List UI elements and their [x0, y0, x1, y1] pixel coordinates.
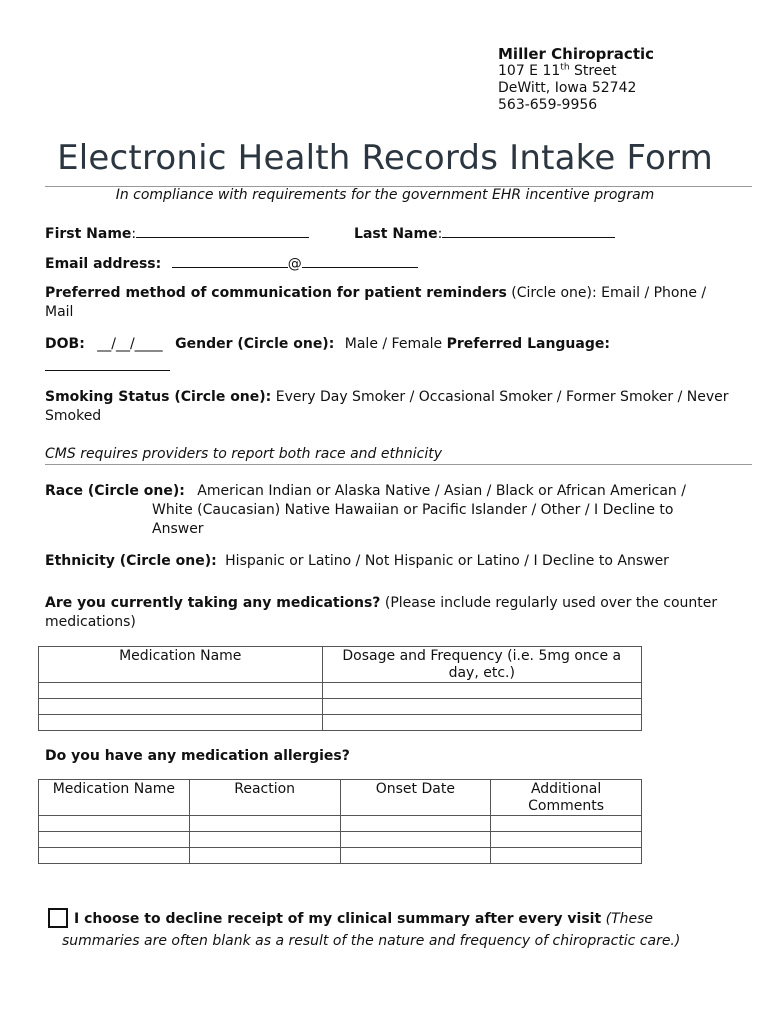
reaction-cell[interactable]: [189, 832, 340, 848]
gender-options[interactable]: Male / Female: [344, 336, 443, 352]
medications-label: Are you currently taking any medications?: [45, 595, 381, 611]
practice-name: Miller Chiropractic: [498, 45, 655, 63]
practice-city: DeWitt, Iowa 52742: [498, 80, 637, 96]
table-row: [39, 832, 642, 848]
dob-field[interactable]: __/__/____: [97, 336, 163, 352]
last-name-field[interactable]: [442, 223, 615, 238]
communication-label: Preferred method of communication for patient reminders: [45, 285, 507, 301]
ethnicity-row: [45, 552, 730, 571]
first-name-colon: :: [131, 226, 137, 242]
email-label: Email address:: [45, 256, 162, 272]
last-name-label: Last Name: [354, 226, 438, 242]
medications-note-cont: medications): [45, 614, 136, 630]
practice-street: [498, 63, 654, 80]
table-row: [39, 848, 642, 864]
first-name-field[interactable]: [136, 223, 309, 238]
dosage-cell[interactable]: [322, 715, 641, 731]
decline-summary-label: I choose to decline receipt of my clinical summary after every visit: [74, 911, 602, 927]
race-label: Race (Circle one):: [45, 483, 185, 499]
race-options-line2[interactable]: White (Caucasian) Native Hawaiian or Pacific Islander / Other / I Decline to: [152, 502, 674, 518]
onset-date-header: Onset Date: [340, 780, 491, 816]
medications-table: [38, 646, 642, 731]
practice-street-suffix: th: [560, 62, 570, 73]
cms-divider: [45, 464, 752, 465]
medication-name-cell[interactable]: [39, 699, 323, 715]
dosage-cell[interactable]: [322, 699, 641, 715]
email-at-sign: @: [287, 256, 302, 272]
smoking-status: [45, 388, 735, 426]
practice-street-name: Street: [569, 63, 617, 79]
ethnicity-label: Ethnicity (Circle one):: [45, 553, 217, 569]
practice-address-block: [498, 46, 654, 114]
table-row: [39, 816, 642, 832]
decline-summary-note: (These: [601, 911, 654, 927]
language-label: Preferred Language:: [446, 336, 610, 352]
dosage-cell[interactable]: [322, 683, 641, 699]
practice-phone: 563-659-9956: [498, 97, 598, 113]
communication-options[interactable]: (Circle one): Email / Phone /: [506, 285, 707, 301]
smoking-label: Smoking Status (Circle one):: [45, 389, 272, 405]
gender-label: Gender (Circle one):: [175, 336, 335, 352]
last-name-colon: :: [437, 226, 443, 242]
reaction-cell[interactable]: [189, 816, 340, 832]
comments-cell[interactable]: [491, 832, 642, 848]
medications-question: [45, 594, 735, 632]
name-row: [45, 223, 730, 244]
allergy-medication-cell[interactable]: [39, 832, 190, 848]
first-name-label: First Name: [45, 226, 132, 242]
onset-date-cell[interactable]: [340, 848, 491, 864]
allergy-medication-cell[interactable]: [39, 816, 190, 832]
email-row: [45, 253, 730, 274]
decline-summary-text: [74, 909, 734, 929]
comments-cell[interactable]: [491, 848, 642, 864]
communication-options-cont[interactable]: Mail: [45, 304, 74, 320]
form-subtitle: In compliance with requirements for the government EHR incentive program: [115, 187, 655, 203]
table-row: [39, 715, 642, 731]
comments-cell[interactable]: [491, 816, 642, 832]
allergies-label: Do you have any medication allergies?: [45, 748, 350, 764]
decline-summary-note-cont: summaries are often blank as a result of the nature and frequency of chiropractic care.): [62, 933, 681, 949]
reaction-header: Reaction: [189, 780, 340, 816]
dosage-frequency-header: Dosage and Frequency (i.e. 5mg once a day, etc.): [322, 647, 641, 683]
race-options[interactable]: American Indian or Alaska Native / Asian / Black or African American /: [197, 483, 686, 499]
onset-date-cell[interactable]: [340, 816, 491, 832]
reaction-cell[interactable]: [189, 848, 340, 864]
email-user-field[interactable]: [172, 253, 288, 268]
table-row: [39, 683, 642, 699]
decline-summary-checkbox[interactable]: [48, 908, 68, 928]
medication-name-cell[interactable]: [39, 715, 323, 731]
allergy-medication-cell[interactable]: [39, 848, 190, 864]
cms-note: CMS requires providers to report both race and ethnicity: [45, 446, 442, 462]
additional-comments-header: Additional Comments: [491, 780, 642, 816]
allergies-question: [45, 747, 730, 766]
dob-gender-row: [45, 335, 730, 354]
race-options-cont: [152, 501, 732, 539]
ethnicity-options[interactable]: Hispanic or Latino / Not Hispanic or Latino / I Decline to Answer: [225, 553, 669, 569]
onset-date-cell[interactable]: [340, 832, 491, 848]
medication-name-header: Medication Name: [39, 647, 323, 683]
form-title: Electronic Health Records Intake Form: [57, 138, 713, 178]
medications-note: (Please include regularly used over the counter: [380, 595, 718, 611]
allergy-medication-header: Medication Name: [39, 780, 190, 816]
race-row: [45, 482, 730, 501]
smoking-options[interactable]: Every Day Smoker / Occasional Smoker / Former Smoker / Never: [271, 389, 729, 405]
email-domain-field[interactable]: [302, 253, 418, 268]
table-row: [39, 699, 642, 715]
smoking-options-cont[interactable]: Smoked: [45, 408, 102, 424]
allergies-table: [38, 779, 642, 864]
medication-name-cell[interactable]: [39, 683, 323, 699]
practice-street-number: 107 E 11: [498, 63, 561, 79]
communication-preference: [45, 284, 730, 322]
language-field[interactable]: [45, 370, 170, 371]
dob-label: DOB:: [45, 336, 85, 352]
race-options-line3[interactable]: Answer: [152, 521, 204, 537]
